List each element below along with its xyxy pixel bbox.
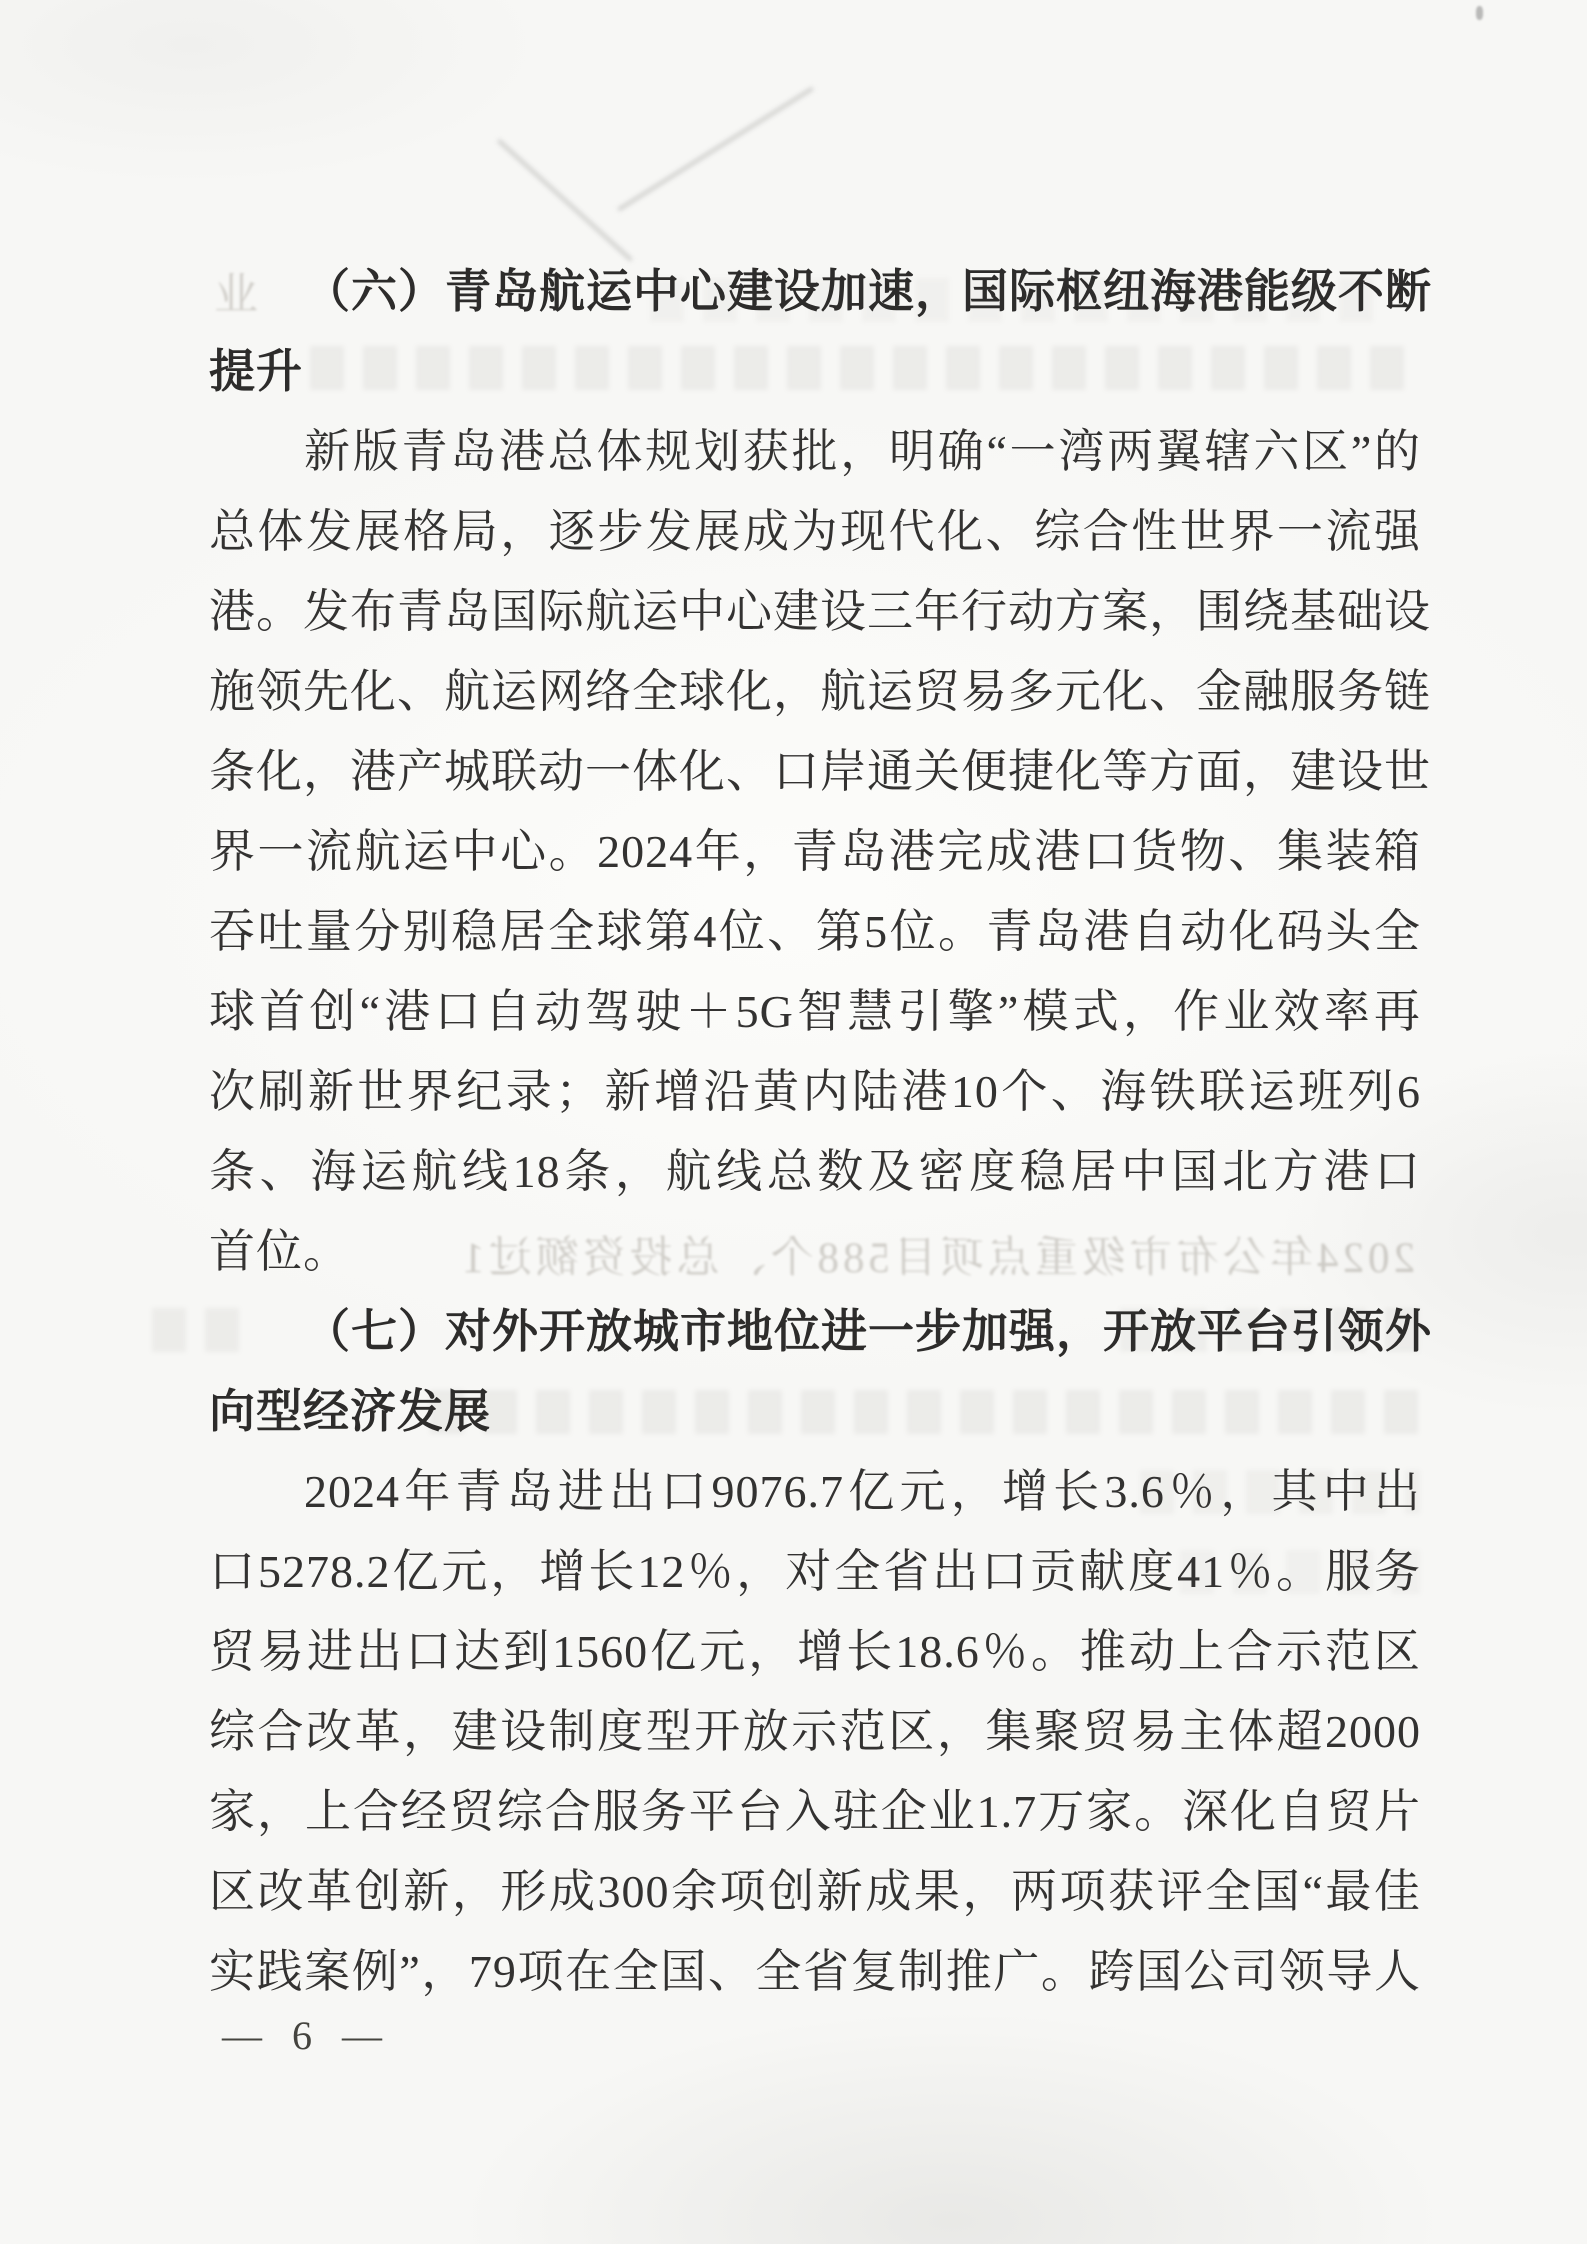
bleed-through-text: 2024年公布市级重点项目588个、总投资额过1 (459, 1235, 1415, 1282)
body-line: 港。发布青岛国际航运中心建设三年行动方案，围绕基础设 (209, 586, 1431, 637)
body-line: 首位。 (209, 1226, 350, 1277)
page-fold-mark (617, 86, 814, 211)
page-fold-mark (497, 139, 633, 262)
bleed-through-char: 业 (214, 270, 258, 319)
section-heading-line: 向型经济发展 (209, 1386, 491, 1437)
body-line: 实践案例”，79项在全国、全省复制推广。跨国公司领导人 (209, 1946, 1421, 1997)
body-line: 家，上合经贸综合服务平台入驻企业1.7万家。深化自贸片 (209, 1786, 1421, 1837)
body-line: 条化，港产城联动一体化、口岸通关便捷化等方面，建设世 (209, 746, 1431, 797)
body-line: 综合改革，建设制度型开放示范区，集聚贸易主体超2000 (209, 1706, 1421, 1757)
body-line: 总体发展格局，逐步发展成为现代化、综合性世界一流强 (209, 506, 1421, 557)
document-body (209, 252, 1432, 2012)
body-line: 条、海运航线18条，航线总数及密度稳居中国北方港口 (209, 1146, 1421, 1197)
section-heading-line: （七）对外开放城市地位进一步加强，开放平台引领外 (304, 1306, 1432, 1357)
section-heading-line: 提升 (209, 346, 303, 397)
body-line: 区改革创新，形成300余项创新成果，两项获评全国“最佳 (209, 1866, 1421, 1917)
section-heading-line: （六）青岛航运中心建设加速，国际枢纽海港能级不断 (304, 266, 1432, 317)
body-line: 口5278.2亿元，增长12％，对全省出口贡献度41％。服务 (209, 1546, 1421, 1597)
body-line: 贸易进出口达到1560亿元，增长18.6％。推动上合示范区 (209, 1626, 1421, 1677)
body-line: 施领先化、航运网络全球化，航运贸易多元化、金融服务链 (209, 666, 1431, 717)
body-line: 吞吐量分别稳居全球第4位、第5位。青岛港自动化码头全 (209, 906, 1421, 957)
body-line: 球首创“港口自动驾驶＋5G智慧引擎”模式，作业效率再 (209, 986, 1421, 1037)
body-line: 2024年青岛进出口9076.7亿元，增长3.6％，其中出 (304, 1466, 1421, 1517)
page-number: — 6 — (222, 2013, 392, 2058)
body-line: 新版青岛港总体规划获批，明确“一湾两翼辖六区”的 (304, 426, 1421, 477)
body-line: 次刷新世界纪录；新增沿黄内陆港10个、海铁联运班列6 (209, 1066, 1421, 1117)
scan-speck (1476, 6, 1483, 20)
body-line: 界一流航运中心。2024年，青岛港完成港口货物、集装箱 (209, 826, 1421, 877)
